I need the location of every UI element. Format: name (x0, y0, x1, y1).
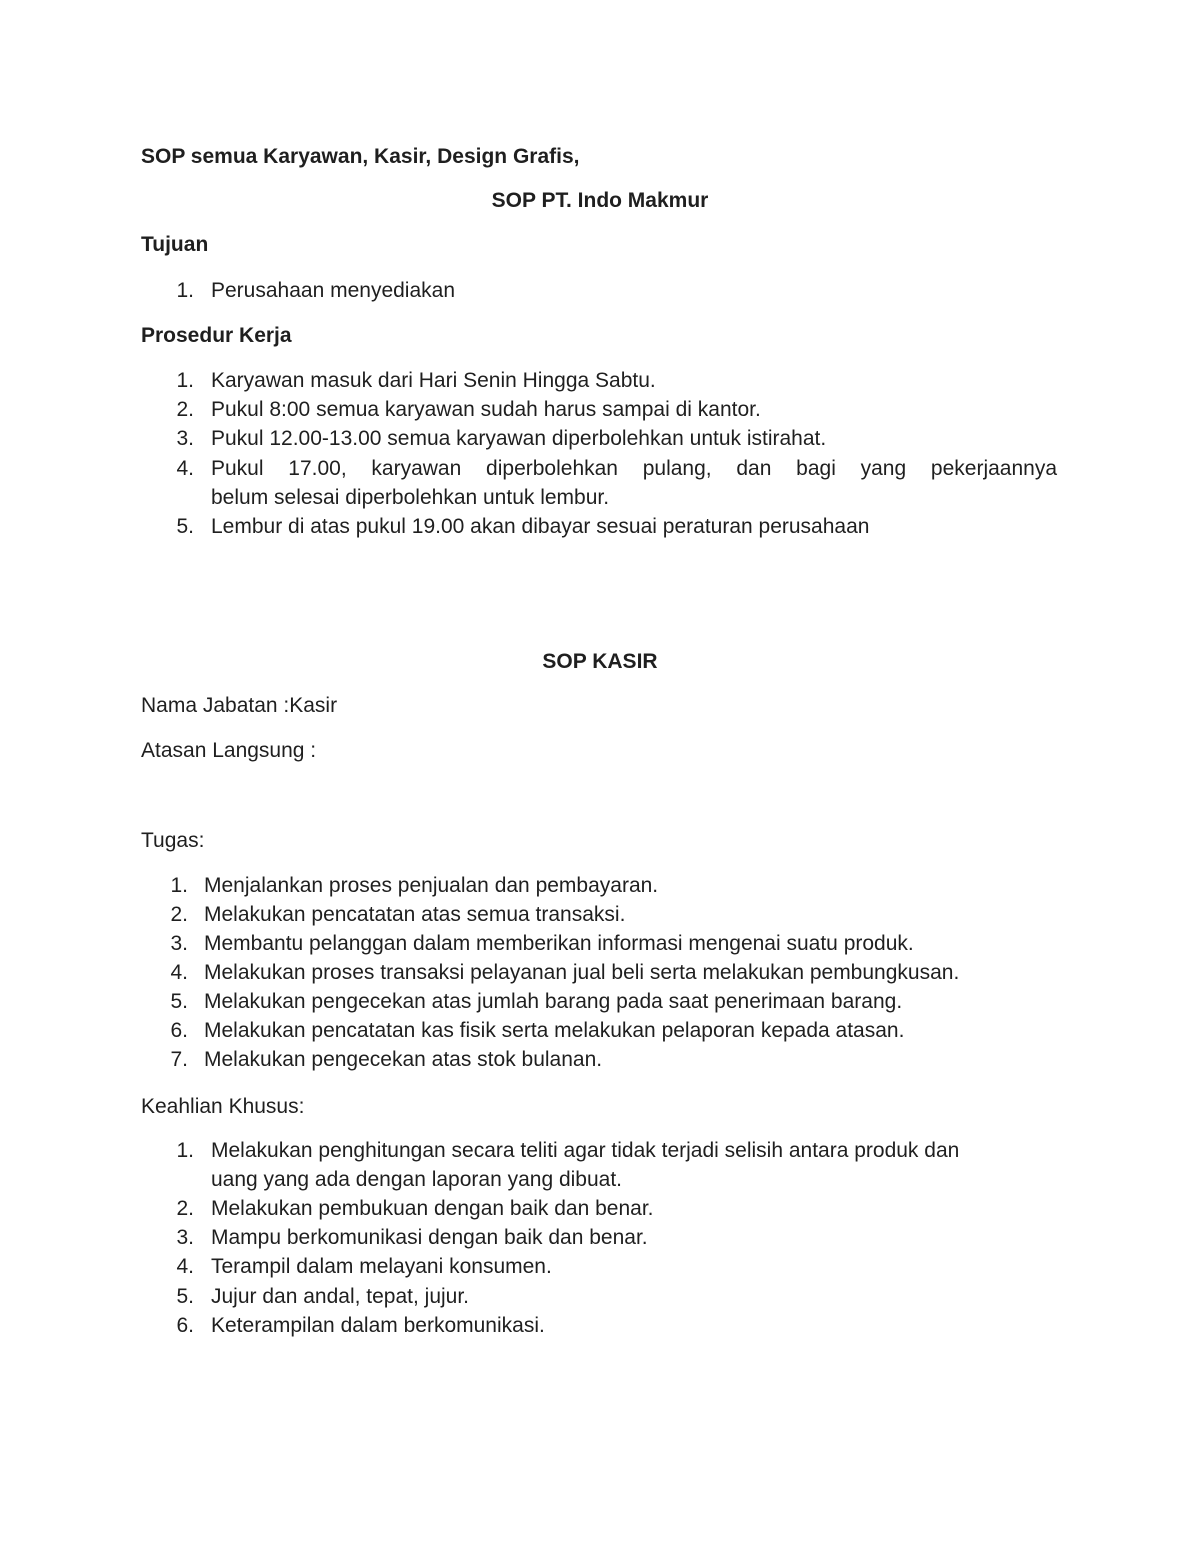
list-item: Membantu pelanggan dalam memberikan informasi mengenai suatu produk. (204, 932, 914, 955)
list-item: Melakukan pengecekan atas stok bulanan. (204, 1048, 603, 1071)
list-item-number: 4. (176, 457, 194, 480)
list-item-number: 5. (176, 515, 194, 538)
tujuan-heading: Tujuan (141, 233, 209, 256)
kasir-sop-title: SOP KASIR (542, 650, 658, 673)
list-item: Lembur di atas pukul 19.00 akan dibayar sesuai peraturan perusahaan (211, 515, 870, 538)
list-item-number: 2. (176, 398, 194, 421)
list-item-number: 5. (170, 990, 188, 1013)
list-item: Melakukan pembukuan dengan baik dan benar. (211, 1197, 654, 1220)
nama-jabatan: Nama Jabatan :Kasir (141, 694, 338, 717)
list-item-continuation: uang yang ada dengan laporan yang dibuat. (211, 1168, 623, 1191)
list-item: Melakukan pengecekan atas jumlah barang pada saat penerimaan barang. (204, 990, 903, 1013)
list-item-number: 4. (176, 1255, 194, 1278)
list-item-number: 3. (170, 932, 188, 955)
list-item: Pukul 17.00, karyawan diperbolehkan pulang, dan bagi yang pekerjaannya (211, 457, 1057, 480)
list-item: Terampil dalam melayani konsumen. (211, 1255, 552, 1278)
list-item-number: 4. (170, 961, 188, 984)
list-item: Jujur dan andal, tepat, jujur. (211, 1285, 470, 1308)
list-item-number: 1. (176, 369, 194, 392)
list-item: Melakukan pencatatan atas semua transaksi. (204, 903, 626, 926)
list-item-number: 1. (170, 874, 188, 897)
document-title-line: SOP semua Karyawan, Kasir, Design Grafis, (141, 145, 580, 168)
list-item: Perusahaan menyediakan (211, 279, 456, 302)
list-item: Keterampilan dalam berkomunikasi. (211, 1314, 545, 1337)
list-item: Pukul 12.00-13.00 semua karyawan diperbolehkan untuk istirahat. (211, 427, 827, 450)
list-item-continuation: belum selesai diperbolehkan untuk lembur. (211, 486, 610, 509)
list-item: Melakukan proses transaksi pelayanan jual beli serta melakukan pembungkusan. (204, 961, 960, 984)
keahlian-heading: Keahlian Khusus: (141, 1095, 305, 1118)
list-item-number: 2. (170, 903, 188, 926)
list-item: Melakukan penghitungan secara teliti agar tidak terjadi selisih antara produk dan (211, 1139, 960, 1162)
list-item: Menjalankan proses penjualan dan pembayaran. (204, 874, 659, 897)
list-item-number: 3. (176, 1226, 194, 1249)
prosedur-heading: Prosedur Kerja (141, 324, 292, 347)
atasan-langsung: Atasan Langsung : (141, 739, 317, 762)
list-item-number: 3. (176, 427, 194, 450)
list-item-number: 1. (176, 279, 194, 302)
tugas-heading: Tugas: (141, 829, 205, 852)
list-item: Pukul 8:00 semua karyawan sudah harus sampai di kantor. (211, 398, 761, 421)
list-item: Mampu berkomunikasi dengan baik dan benar. (211, 1226, 648, 1249)
list-item-number: 6. (176, 1314, 194, 1337)
list-item: Karyawan masuk dari Hari Senin Hingga Sabtu. (211, 369, 656, 392)
list-item-number: 7. (170, 1048, 188, 1071)
list-item-number: 6. (170, 1019, 188, 1042)
list-item-number: 1. (176, 1139, 194, 1162)
list-item-number: 2. (176, 1197, 194, 1220)
list-item-number: 5. (176, 1285, 194, 1308)
company-sop-title: SOP PT. Indo Makmur (491, 189, 709, 212)
list-item: Melakukan pencatatan kas fisik serta melakukan pelaporan kepada atasan. (204, 1019, 905, 1042)
